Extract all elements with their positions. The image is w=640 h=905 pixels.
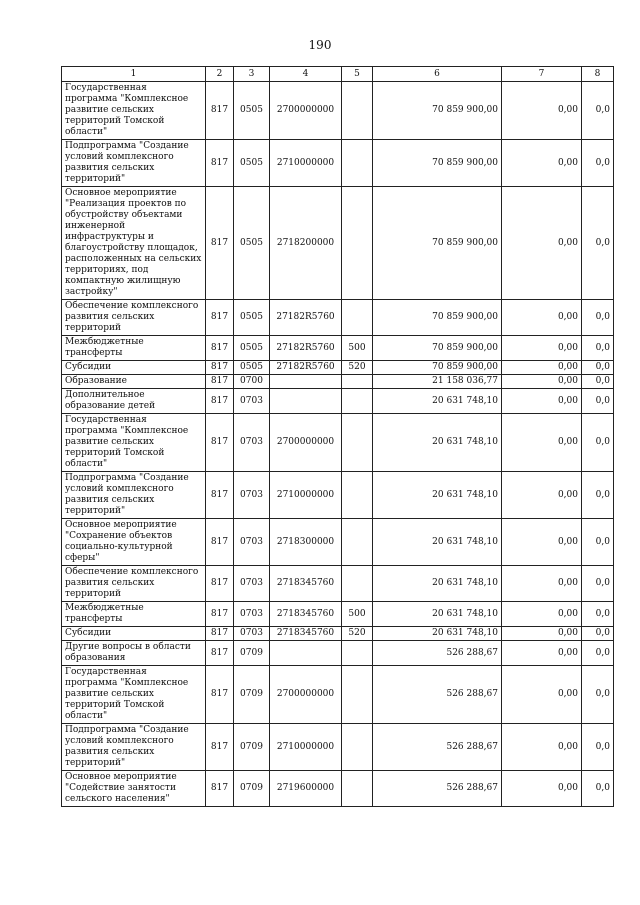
cell-target-code: 2718345760 [270, 566, 342, 602]
cell-ministry-code: 817 [206, 519, 234, 566]
cell-target-code: 2710000000 [270, 140, 342, 187]
cell-col7: 0,00 [502, 724, 582, 771]
cell-section-code: 0703 [234, 472, 270, 519]
cell-amount: 20 631 748,10 [373, 414, 502, 472]
cell-target-code [270, 375, 342, 389]
cell-target-code: 2710000000 [270, 472, 342, 519]
cell-col8: 0,0 [582, 414, 614, 472]
cell-expense-type [342, 140, 373, 187]
cell-name: Подпрограмма "Создание условий комплексного развития сельских территорий" [62, 140, 206, 187]
cell-ministry-code: 817 [206, 627, 234, 641]
cell-col8: 0,0 [582, 140, 614, 187]
cell-section-code: 0703 [234, 627, 270, 641]
cell-amount: 20 631 748,10 [373, 602, 502, 627]
cell-ministry-code: 817 [206, 361, 234, 375]
cell-section-code: 0505 [234, 187, 270, 300]
cell-col8: 0,0 [582, 361, 614, 375]
cell-ministry-code: 817 [206, 666, 234, 724]
cell-section-code: 0505 [234, 82, 270, 140]
page-number: 190 [308, 38, 332, 52]
cell-amount: 70 859 900,00 [373, 361, 502, 375]
cell-col8: 0,0 [582, 771, 614, 807]
cell-col8: 0,0 [582, 641, 614, 666]
cell-col8: 0,0 [582, 666, 614, 724]
table-row [62, 666, 614, 724]
table-row [62, 627, 614, 641]
cell-target-code: 2700000000 [270, 666, 342, 724]
cell-section-code: 0709 [234, 724, 270, 771]
cell-name: Государственная программа "Комплексное развитие сельских территорий Томской области" [62, 414, 206, 472]
header-cell: 6 [373, 67, 502, 82]
table-row [62, 414, 614, 472]
cell-name: Государственная программа "Комплексное развитие сельских территорий Томской области" [62, 82, 206, 140]
cell-col7: 0,00 [502, 641, 582, 666]
cell-target-code: 27182R5760 [270, 361, 342, 375]
cell-col7: 0,00 [502, 300, 582, 336]
cell-expense-type [342, 375, 373, 389]
cell-expense-type: 500 [342, 336, 373, 361]
cell-amount: 526 288,67 [373, 771, 502, 807]
cell-target-code: 2718300000 [270, 519, 342, 566]
cell-col7: 0,00 [502, 140, 582, 187]
cell-amount: 526 288,67 [373, 724, 502, 771]
cell-ministry-code: 817 [206, 414, 234, 472]
cell-expense-type [342, 666, 373, 724]
cell-section-code: 0505 [234, 300, 270, 336]
cell-section-code: 0703 [234, 566, 270, 602]
table-row [62, 641, 614, 666]
table-row [62, 361, 614, 375]
cell-section-code: 0703 [234, 414, 270, 472]
table-row [62, 82, 614, 140]
cell-name: Обеспечение комплексного развития сельских территорий [62, 300, 206, 336]
table-row [62, 336, 614, 361]
cell-amount: 20 631 748,10 [373, 472, 502, 519]
cell-expense-type [342, 414, 373, 472]
cell-section-code: 0703 [234, 602, 270, 627]
table-row [62, 472, 614, 519]
cell-col8: 0,0 [582, 300, 614, 336]
cell-expense-type: 520 [342, 627, 373, 641]
cell-name: Обеспечение комплексного развития сельских территорий [62, 566, 206, 602]
cell-target-code: 2719600000 [270, 771, 342, 807]
cell-section-code: 0505 [234, 140, 270, 187]
header-row [62, 67, 614, 82]
header-cell: 1 [62, 67, 206, 82]
cell-col7: 0,00 [502, 187, 582, 300]
cell-name: Подпрограмма "Создание условий комплексного развития сельских территорий" [62, 472, 206, 519]
cell-section-code: 0709 [234, 641, 270, 666]
cell-name: Межбюджетные трансферты [62, 336, 206, 361]
table-row [62, 375, 614, 389]
cell-expense-type [342, 566, 373, 602]
cell-expense-type [342, 472, 373, 519]
cell-col8: 0,0 [582, 519, 614, 566]
cell-col7: 0,00 [502, 375, 582, 389]
cell-name: Другие вопросы в области образования [62, 641, 206, 666]
cell-target-code: 2718200000 [270, 187, 342, 300]
cell-ministry-code: 817 [206, 300, 234, 336]
cell-name: Дополнительное образование детей [62, 389, 206, 414]
cell-amount: 20 631 748,10 [373, 519, 502, 566]
cell-col7: 0,00 [502, 666, 582, 724]
cell-amount: 20 631 748,10 [373, 627, 502, 641]
cell-name: Основное мероприятие "Содействие занятости сельского населения" [62, 771, 206, 807]
table-row [62, 602, 614, 627]
table-row [62, 300, 614, 336]
cell-col8: 0,0 [582, 627, 614, 641]
cell-section-code: 0505 [234, 336, 270, 361]
header-cell: 4 [270, 67, 342, 82]
cell-ministry-code: 817 [206, 336, 234, 361]
cell-target-code [270, 389, 342, 414]
cell-section-code: 0703 [234, 519, 270, 566]
table-row [62, 519, 614, 566]
cell-target-code: 2718345760 [270, 602, 342, 627]
cell-ministry-code: 817 [206, 187, 234, 300]
cell-target-code: 27182R5760 [270, 336, 342, 361]
cell-expense-type [342, 519, 373, 566]
cell-ministry-code: 817 [206, 771, 234, 807]
cell-amount: 526 288,67 [373, 641, 502, 666]
header-cell: 7 [502, 67, 582, 82]
cell-ministry-code: 817 [206, 724, 234, 771]
cell-expense-type [342, 389, 373, 414]
cell-expense-type [342, 82, 373, 140]
cell-name: Подпрограмма "Создание условий комплексного развития сельских территорий" [62, 724, 206, 771]
cell-section-code: 0505 [234, 361, 270, 375]
table-row [62, 724, 614, 771]
cell-col7: 0,00 [502, 519, 582, 566]
cell-col7: 0,00 [502, 361, 582, 375]
cell-expense-type: 520 [342, 361, 373, 375]
cell-section-code: 0703 [234, 389, 270, 414]
cell-section-code: 0709 [234, 771, 270, 807]
cell-amount: 20 631 748,10 [373, 389, 502, 414]
cell-amount: 20 631 748,10 [373, 566, 502, 602]
cell-col7: 0,00 [502, 82, 582, 140]
header-cell: 8 [582, 67, 614, 82]
cell-name: Межбюджетные трансферты [62, 602, 206, 627]
table-row [62, 389, 614, 414]
cell-target-code: 2700000000 [270, 414, 342, 472]
cell-col7: 0,00 [502, 389, 582, 414]
cell-amount: 21 158 036,77 [373, 375, 502, 389]
cell-col8: 0,0 [582, 472, 614, 519]
cell-expense-type: 500 [342, 602, 373, 627]
cell-expense-type [342, 300, 373, 336]
cell-col8: 0,0 [582, 566, 614, 602]
cell-col7: 0,00 [502, 472, 582, 519]
cell-col8: 0,0 [582, 389, 614, 414]
cell-col8: 0,0 [582, 724, 614, 771]
header-cell: 5 [342, 67, 373, 82]
cell-expense-type [342, 771, 373, 807]
cell-amount: 70 859 900,00 [373, 82, 502, 140]
cell-expense-type [342, 187, 373, 300]
cell-col8: 0,0 [582, 375, 614, 389]
cell-col7: 0,00 [502, 566, 582, 602]
cell-ministry-code: 817 [206, 140, 234, 187]
cell-amount: 70 859 900,00 [373, 336, 502, 361]
cell-ministry-code: 817 [206, 82, 234, 140]
cell-section-code: 0700 [234, 375, 270, 389]
cell-name: Субсидии [62, 361, 206, 375]
cell-col8: 0,0 [582, 336, 614, 361]
cell-col7: 0,00 [502, 336, 582, 361]
cell-ministry-code: 817 [206, 602, 234, 627]
table-body [62, 82, 614, 807]
cell-target-code: 2700000000 [270, 82, 342, 140]
cell-amount: 70 859 900,00 [373, 140, 502, 187]
cell-name: Образование [62, 375, 206, 389]
cell-name: Субсидии [62, 627, 206, 641]
cell-expense-type [342, 724, 373, 771]
table-row [62, 187, 614, 300]
cell-ministry-code: 817 [206, 641, 234, 666]
cell-col8: 0,0 [582, 602, 614, 627]
cell-target-code [270, 641, 342, 666]
cell-target-code: 2710000000 [270, 724, 342, 771]
cell-name: Государственная программа "Комплексное развитие сельских территорий Томской области" [62, 666, 206, 724]
cell-col7: 0,00 [502, 602, 582, 627]
cell-ministry-code: 817 [206, 375, 234, 389]
cell-expense-type [342, 641, 373, 666]
cell-name: Основное мероприятие "Сохранение объектов социально-культурной сферы" [62, 519, 206, 566]
table-row [62, 140, 614, 187]
cell-amount: 526 288,67 [373, 666, 502, 724]
cell-name: Основное мероприятие "Реализация проектов по обустройству объектами инженерной инфраструктуры и благоустройству площадок, расположенных на сельских территориях, под компактную жилищную застройку" [62, 187, 206, 300]
cell-section-code: 0709 [234, 666, 270, 724]
cell-col8: 0,0 [582, 82, 614, 140]
table-row [62, 771, 614, 807]
budget-table [61, 66, 614, 807]
header-cell: 3 [234, 67, 270, 82]
cell-amount: 70 859 900,00 [373, 300, 502, 336]
cell-col7: 0,00 [502, 627, 582, 641]
header-cell: 2 [206, 67, 234, 82]
cell-col8: 0,0 [582, 187, 614, 300]
cell-col7: 0,00 [502, 414, 582, 472]
cell-ministry-code: 817 [206, 566, 234, 602]
cell-target-code: 27182R5760 [270, 300, 342, 336]
cell-ministry-code: 817 [206, 389, 234, 414]
table-row [62, 566, 614, 602]
cell-col7: 0,00 [502, 771, 582, 807]
cell-amount: 70 859 900,00 [373, 187, 502, 300]
cell-target-code: 2718345760 [270, 627, 342, 641]
cell-ministry-code: 817 [206, 472, 234, 519]
